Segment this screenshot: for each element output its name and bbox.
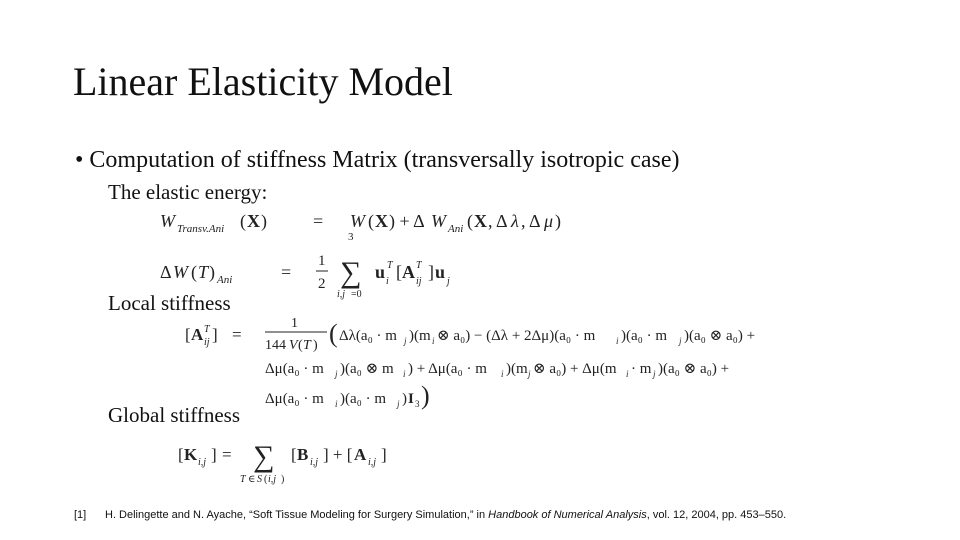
svg-text:i,j: i,j <box>198 457 207 468</box>
svg-text:j: j <box>447 276 450 287</box>
svg-text:T: T <box>204 324 210 335</box>
svg-text:A: A <box>402 262 415 282</box>
svg-text:ij: ij <box>416 276 422 287</box>
svg-text:)(a₀ ⊗ m: )(a₀ ⊗ m <box>340 361 394 377</box>
svg-text:∈: ∈ <box>248 474 256 485</box>
svg-text:μ: μ <box>544 211 554 231</box>
svg-text:u: u <box>375 262 386 282</box>
svg-text:): ) <box>421 381 430 410</box>
svg-text:): ) <box>402 391 407 407</box>
svg-text:(: ( <box>368 211 374 231</box>
svg-text:Δμ(a₀ · m: Δμ(a₀ · m <box>265 361 324 377</box>
svg-text:1: 1 <box>318 253 326 269</box>
svg-text:Δλ(a₀ · m: Δλ(a₀ · m <box>339 328 397 344</box>
svg-text:(: ( <box>467 211 473 231</box>
svg-text:X: X <box>474 211 487 231</box>
svg-text:[: [ <box>291 445 297 464</box>
svg-text:⊗ a₀) + Δμ(m: ⊗ a₀) + Δμ(m <box>533 361 617 377</box>
bullet-stiffness-computation: • Computation of stiffness Matrix (transversally isotropic case) <box>75 147 680 173</box>
svg-text:W: W <box>350 211 365 231</box>
svg-text:Ani: Ani <box>217 274 233 286</box>
svg-text:=: = <box>232 325 242 344</box>
svg-text:): ) <box>555 211 561 231</box>
reference-book-title: Handbook of Numerical Analysis <box>488 509 647 521</box>
svg-text:i,j: i,j <box>268 474 277 485</box>
svg-text:(: ( <box>191 262 197 282</box>
svg-text:X: X <box>375 211 388 231</box>
subheading-local-stiffness: Local stiffness <box>108 291 231 315</box>
svg-text:)(m: )(m <box>506 361 528 377</box>
svg-text:∑: ∑ <box>340 256 362 289</box>
svg-text:]: ] <box>211 445 217 464</box>
svg-text:u: u <box>435 262 446 282</box>
reference-text-before: H. Delingette and N. Ayache, “Soft Tissue Modeling for Surgery Simulation,” in <box>105 509 489 521</box>
svg-text:i: i <box>403 369 406 379</box>
svg-text:⊗ a₀) − (Δλ + 2Δμ)(a₀ · m: ⊗ a₀) − (Δλ + 2Δμ)(a₀ · m <box>437 328 596 344</box>
subheading-elastic-energy: The elastic energy: <box>108 180 268 204</box>
svg-text:(: ( <box>329 319 338 348</box>
svg-text:[: [ <box>185 325 191 344</box>
svg-text:, Δ: , Δ <box>488 211 508 231</box>
svg-text:Δμ(a₀ · m: Δμ(a₀ · m <box>265 391 324 407</box>
svg-text:(: ( <box>240 211 246 231</box>
svg-text:i: i <box>501 369 504 379</box>
svg-text:T: T <box>387 260 393 271</box>
svg-text:)(m: )(m <box>409 328 431 344</box>
svg-text:i: i <box>432 336 435 346</box>
svg-text:Ani: Ani <box>448 223 464 235</box>
svg-text:S: S <box>257 474 262 485</box>
svg-text:V: V <box>289 338 298 353</box>
slide-title: Linear Elasticity Model <box>73 59 453 104</box>
equation-local-stiffness <box>185 312 810 412</box>
svg-text:∑: ∑ <box>253 440 275 473</box>
svg-text:]: ] <box>428 262 434 282</box>
svg-text:)(a₀ ⊗ a₀) +: )(a₀ ⊗ a₀) + <box>684 328 756 344</box>
svg-text:144: 144 <box>265 338 286 353</box>
svg-text:i,j: i,j <box>337 289 346 300</box>
svg-text:)(a₀ ⊗ a₀) +: )(a₀ ⊗ a₀) + <box>658 361 730 377</box>
equation-energy <box>160 205 600 300</box>
svg-text:T: T <box>198 262 209 282</box>
svg-text:, Δ: , Δ <box>521 211 541 231</box>
reference-number: [1] <box>74 509 87 521</box>
svg-text:(: ( <box>264 474 268 485</box>
svg-text:X: X <box>247 211 260 231</box>
svg-text:T: T <box>303 338 311 353</box>
svg-text:): ) <box>313 338 318 353</box>
svg-text:i,j: i,j <box>310 457 319 468</box>
svg-text:(: ( <box>298 338 303 353</box>
svg-text:T: T <box>240 474 246 485</box>
svg-text:A: A <box>191 325 204 344</box>
svg-text:3: 3 <box>415 399 420 409</box>
svg-text:i,j: i,j <box>368 457 377 468</box>
svg-text:): ) <box>261 211 267 231</box>
svg-text:]: ] <box>212 325 218 344</box>
svg-text:): ) <box>281 474 285 485</box>
svg-text:B: B <box>297 445 309 464</box>
svg-text:Transv.Ani: Transv.Ani <box>177 223 225 235</box>
svg-text:i: i <box>616 336 619 346</box>
svg-text:] + [: ] + [ <box>323 445 353 464</box>
svg-text:λ: λ <box>511 211 519 231</box>
svg-text:1: 1 <box>291 316 298 331</box>
svg-text:Δ: Δ <box>160 262 172 282</box>
equation-global-stiffness <box>178 436 398 488</box>
svg-text:)(a₀ · m: )(a₀ · m <box>621 328 668 344</box>
svg-text:T: T <box>416 260 422 271</box>
svg-text:ij: ij <box>204 337 210 348</box>
svg-text:=0: =0 <box>351 289 362 300</box>
svg-text:)(a₀ · m: )(a₀ · m <box>340 391 387 407</box>
svg-text:· m: · m <box>631 361 652 377</box>
svg-text:W: W <box>160 211 175 231</box>
svg-text:3: 3 <box>348 231 354 243</box>
svg-text:j: j <box>679 336 682 346</box>
svg-text:i: i <box>386 276 389 287</box>
svg-text:]: ] <box>381 445 387 464</box>
svg-text:j: j <box>528 369 531 379</box>
svg-text:K: K <box>184 445 198 464</box>
svg-text:[: [ <box>178 445 184 464</box>
svg-text:) + Δμ(a₀ · m: ) + Δμ(a₀ · m <box>408 361 487 377</box>
svg-text:2: 2 <box>318 276 326 292</box>
svg-text:j: j <box>397 399 400 409</box>
svg-text:[: [ <box>396 262 402 282</box>
subheading-global-stiffness: Global stiffness <box>108 403 241 427</box>
svg-text:) + Δ: ) + Δ <box>389 211 425 231</box>
svg-text:j: j <box>335 369 338 379</box>
svg-text:): ) <box>209 262 215 282</box>
svg-text:=: = <box>222 445 232 464</box>
svg-text:j: j <box>404 336 407 346</box>
svg-text:I: I <box>408 391 414 407</box>
svg-text:=: = <box>313 211 324 231</box>
svg-text:j: j <box>653 369 656 379</box>
svg-text:W: W <box>431 211 446 231</box>
svg-text:W: W <box>173 262 188 282</box>
svg-text:A: A <box>354 445 367 464</box>
reference-citation <box>105 509 786 521</box>
svg-text:i: i <box>626 369 629 379</box>
svg-text:i: i <box>335 399 338 409</box>
svg-text:=: = <box>281 262 292 282</box>
reference-text-after: , vol. 12, 2004, pp. 453–550. <box>646 509 787 521</box>
